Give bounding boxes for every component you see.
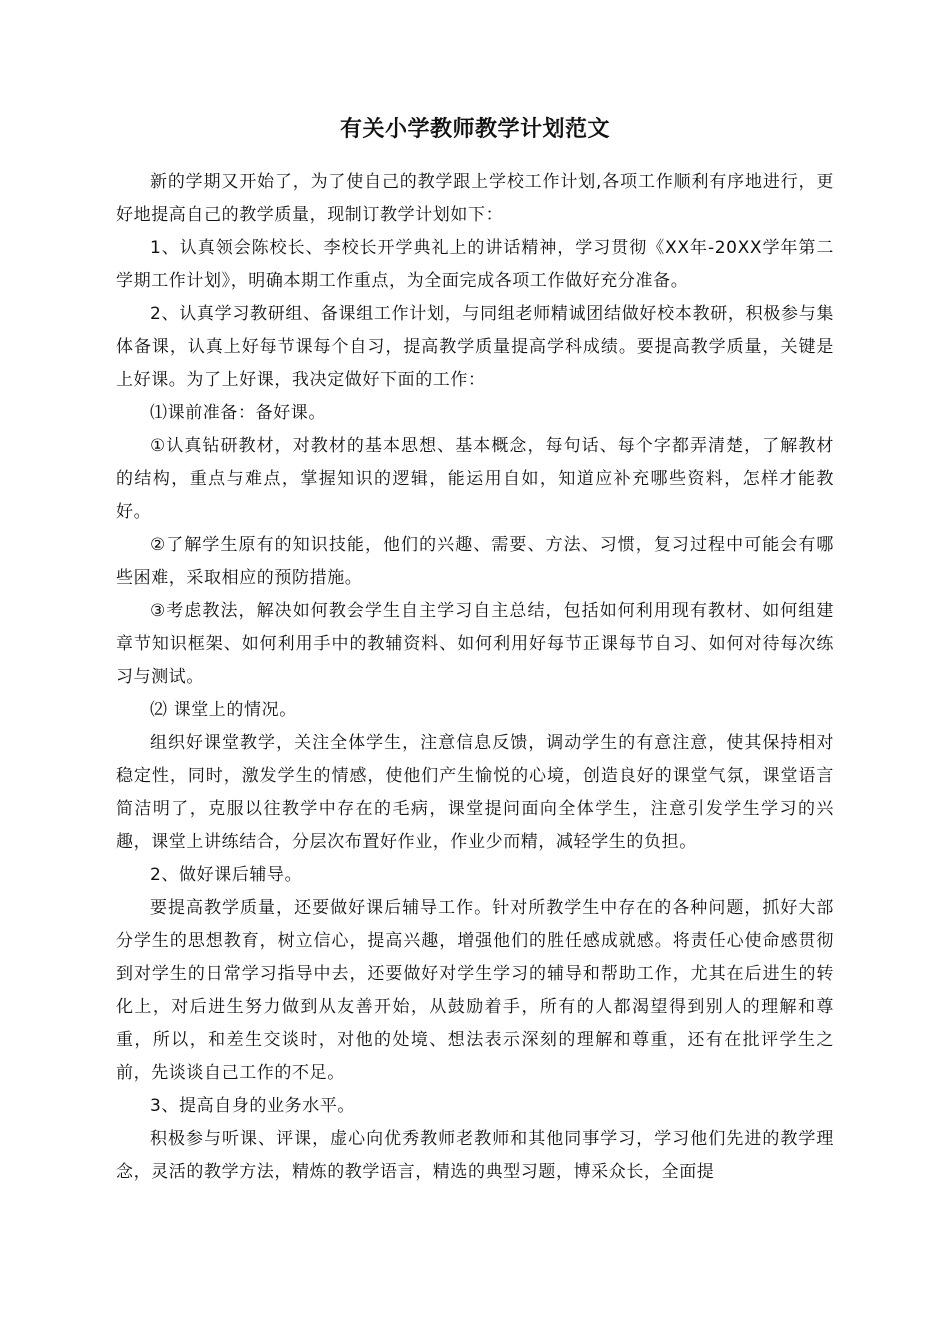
paragraph-intro: 新的学期又开始了，为了使自己的教学跟上学校工作计划,各项工作顺利有序地进行，更好地提高自己的教学质量，现制订教学计划如下： bbox=[116, 172, 834, 225]
paragraph-subheading-2: ⑵ 课堂上的情况。 bbox=[150, 700, 297, 720]
document-title: 有关小学教师教学计划范文 bbox=[339, 117, 610, 142]
paragraph-heading-tutoring: 2、做好课后辅导。 bbox=[150, 865, 303, 885]
paragraph-professional: 积极参与听课、评课，虚心向优秀教师老教师和其他同事学习，学习他们先进的教学理念，灵活的教学方法，精炼的教学语言，精选的典型习题，博采众长，全面提 bbox=[116, 1129, 834, 1182]
document-body bbox=[116, 166, 834, 1189]
paragraph-subheading-1: ⑴课前准备：备好课。 bbox=[150, 403, 326, 423]
paragraph-item-1: 1、认真领会陈校长、李校长开学典礼上的讲话精神，学习贯彻《XX年-20XX学年第二学期工作计划》，明确本期工作重点，为全面完成各项工作做好充分准备。 bbox=[116, 238, 834, 291]
paragraph-classroom: 组织好课堂教学，关注全体学生，注意信息反馈，调动学生的有意注意，使其保持相对稳定性，同时，激发学生的情感，使他们产生愉悦的心境，创造良好的课堂气氛，课堂语言简洁明了，克服以往教学中存在的毛病，课堂提问面向全体学生，注意引发学生学习的兴趣，课堂上讲练结合，分层次布置好作业，作业少而精，减轻学生的负担。 bbox=[116, 733, 834, 852]
paragraph-point-3: ③考虑教法，解决如何教会学生自主学习自主总结，包括如何利用现有教材、如何组建章节知识框架、如何利用手中的教辅资料、如何利用好每节正课每节自习、如何对待每次练习与测试。 bbox=[116, 601, 834, 687]
paragraph-heading-professional: 3、提高自身的业务水平。 bbox=[150, 1096, 356, 1116]
paragraph-point-2: ②了解学生原有的知识技能，他们的兴趣、需要、方法、习惯，复习过程中可能会有哪些困难，采取相应的预防措施。 bbox=[116, 535, 834, 588]
paragraph-point-1: ①认真钻研教材，对教材的基本思想、基本概念，每句话、每个字都弄清楚，了解教材的结构，重点与难点，掌握知识的逻辑，能运用自如，知道应补充哪些资料，怎样才能教好。 bbox=[116, 436, 834, 522]
paragraph-item-2: 2、认真学习教研组、备课组工作计划，与同组老师精诚团结做好校本教研，积极参与集体备课，认真上好每节课每个自习，提高教学质量提高学科成绩。要提高教学质量，关键是上好课。为了上好课，我决定做好下面的工作： bbox=[116, 304, 834, 390]
paragraph-tutoring: 要提高教学质量，还要做好课后辅导工作。针对所教学生中存在的各种问题，抓好大部分学生的思想教育，树立信心，提高兴趣，增强他们的胜任感成就感。将责任心使命感贯彻到对学生的日常学习指导中去，还要做好对学生学习的辅导和帮助工作，尤其在后进生的转化上，对后进生努力做到从友善开始，从鼓励着手，所有的人都渴望得到别人的理解和尊重，所以，和差生交谈时，对他的处境、想法表示深刻的理解和尊重，还有在批评学生之前，先谈谈自己工作的不足。 bbox=[116, 898, 834, 1083]
